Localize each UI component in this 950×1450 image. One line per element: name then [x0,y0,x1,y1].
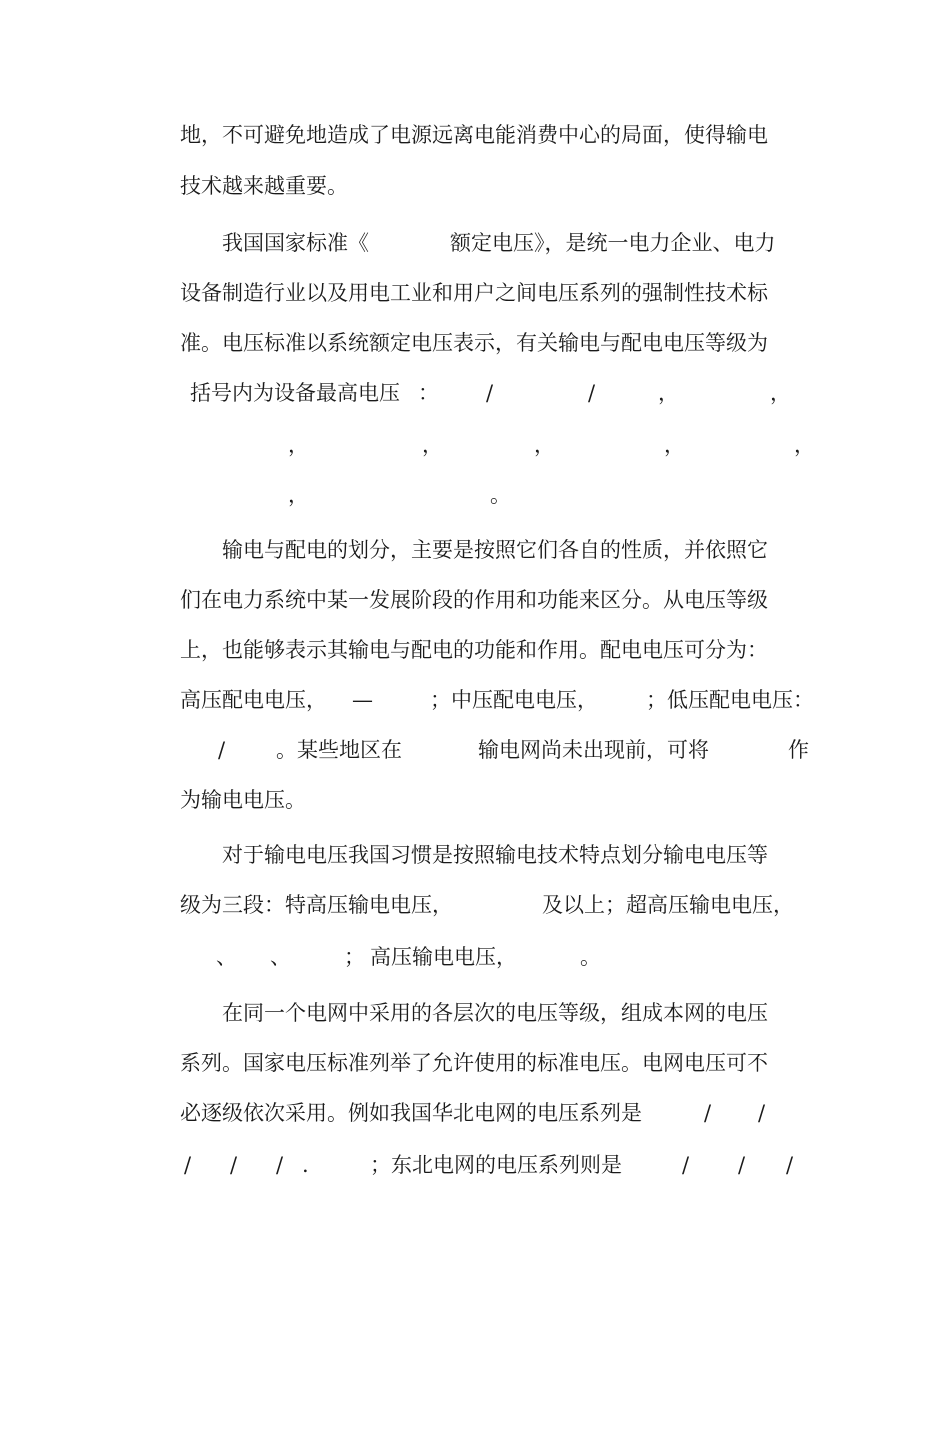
text-fragment: . [302,1153,309,1177]
text-fragment: / [230,1153,238,1177]
text-fragment: 技术越来越重要。 [180,174,348,198]
text-fragment: ； [344,945,365,969]
text-fragment: 。 [580,945,601,969]
text-fragment: 括号内为设备最高电压 [190,381,400,405]
text-fragment: ： [418,381,439,405]
text-fragment: ， [770,381,791,405]
text-fragment: 高压输电电压， [370,945,517,969]
text-fragment: ， [288,433,309,457]
text-fragment: ， [422,433,443,457]
text-fragment: ， [794,433,815,457]
text-line [180,535,810,565]
text-fragment: 输电与配电的划分，主要是按照它们各自的性质，并依照它 [222,538,768,562]
text-fragment: ；东北电网的电压系列则是 [370,1153,622,1177]
text-fragment: 地，不可避免地造成了电源远离电能消费中心的局面，使得输电 [180,123,768,147]
text-fragment: 输电网尚未出现前，可将 [478,738,709,762]
text-line [180,890,810,920]
text-fragment: 们在电力系统中某一发展阶段的作用和功能来区分。从电压等级 [180,588,768,612]
text-fragment: ， [288,483,309,507]
text-line [180,278,810,308]
text-fragment: ；中压配电电压， [430,688,598,712]
text-line [180,328,810,358]
text-fragment: / [704,1101,712,1125]
text-line [180,635,810,665]
text-fragment: 设备制造行业以及用电工业和用户之间电压系列的强制性技术标 [180,281,768,305]
text-fragment: 必逐级依次采用。例如我国华北电网的电压系列是 [180,1101,642,1125]
text-line [180,171,810,201]
text-line [180,942,810,972]
text-line [180,480,810,510]
text-line [180,120,810,150]
text-line [180,785,810,815]
text-fragment: 对于输电电压我国习惯是按照输电技术特点划分输电电压等 [222,843,768,867]
text-fragment: 。某些地区在 [276,738,402,762]
text-line [180,735,810,765]
text-fragment: 级为三段：特高压输电电压， [180,893,453,917]
text-fragment: 高压配电电压， [180,688,327,712]
text-fragment: 在同一个电网中采用的各层次的电压等级，组成本网的电压 [222,1001,768,1025]
text-fragment: 额定电压》，是统一电力企业、电力 [450,231,776,255]
text-fragment: 我国国家标准《 [222,231,369,255]
text-line [180,1048,810,1078]
text-fragment: 及以上；超高压输电电压， [542,893,794,917]
text-fragment: — [352,688,373,712]
text-fragment: / [218,738,226,762]
text-fragment: / [276,1153,284,1177]
text-fragment: ， [664,433,685,457]
text-fragment: / [682,1153,690,1177]
text-fragment: ， [534,433,555,457]
text-line [180,1098,810,1128]
text-fragment: 上，也能够表示其输电与配电的功能和作用。配电电压可分为： [180,638,768,662]
text-line [180,840,810,870]
text-fragment: / [786,1153,794,1177]
text-fragment: / [184,1153,192,1177]
text-line [180,378,810,408]
text-line [180,1150,810,1180]
text-line [180,430,815,460]
text-fragment: 。 [490,483,511,507]
text-fragment: 作 [788,738,809,762]
text-fragment: 系列。国家电压标准列举了允许使用的标准电压。电网电压可不 [180,1051,768,1075]
text-fragment: / [588,381,596,405]
text-line [180,685,814,715]
text-fragment: ；低压配电电压： [646,688,814,712]
text-fragment: / [738,1153,746,1177]
text-fragment: 为输电电压。 [180,788,306,812]
text-fragment: / [758,1101,766,1125]
text-fragment: 准。电压标准以系统额定电压表示，有关输电与配电电压等级为 [180,331,768,355]
text-fragment: ， [658,381,679,405]
text-line [180,585,810,615]
text-fragment: / [486,381,494,405]
text-fragment: 、 [216,945,237,969]
text-line [180,228,810,258]
text-fragment: 、 [270,945,291,969]
text-line [180,998,810,1028]
